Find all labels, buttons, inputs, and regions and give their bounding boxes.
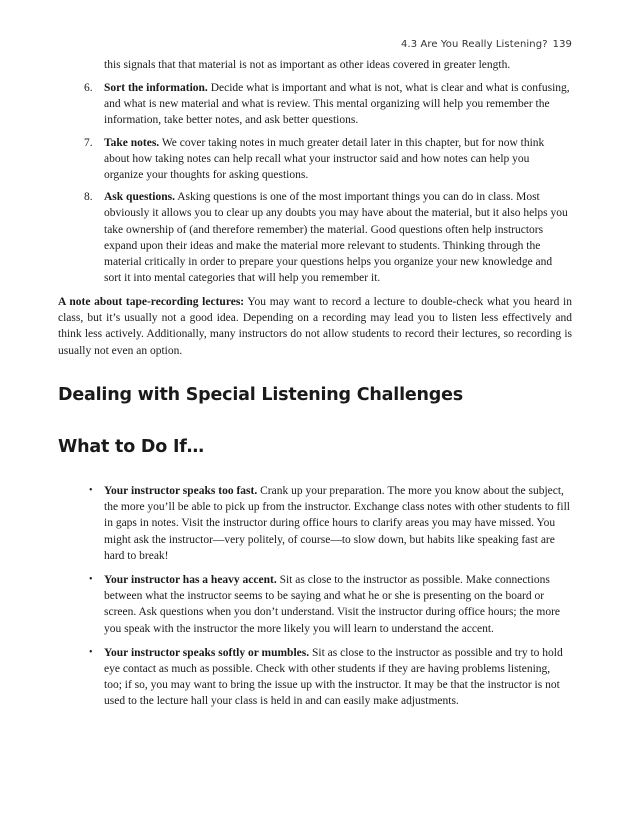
note-lead: A note about tape-recording lectures: xyxy=(58,296,245,308)
subsection-heading: What to Do If… xyxy=(58,437,204,457)
list-item-lead: Ask questions. xyxy=(104,191,175,204)
page-number: 139 xyxy=(552,39,572,50)
list-item-lead: Your instructor speaks too fast. xyxy=(104,485,258,497)
continuation-text: this signals that that material is not as important as other ideas covered in greater length. xyxy=(104,59,511,71)
list-item-text: Asking questions is one of the most important things you can do in class. Most obviously it allows you to clear up any doubts you may have about the material, but it also helps you take ownership of (and therefore remember) the material. Good questions often help instructors expand upon their ideas and make the material more relevant to students. Thinking through the material critically in order to prepare your questions helps you organize your new knowledge and sort it into mental categories that will help you remember it. xyxy=(104,191,568,285)
bullet-icon: • xyxy=(89,646,93,658)
list-item-lead: Sort the information. xyxy=(104,82,208,94)
section-heading: Dealing with Special Listening Challenges xyxy=(58,385,464,405)
list-item xyxy=(0,645,570,710)
list-item-lead: Your instructor has a heavy accent. xyxy=(104,574,277,587)
list-number: 6. xyxy=(84,82,93,94)
list-item-text: We cover taking notes in much greater detail later in this chapter, but for now think about how taking notes can help recall what your instructor said and how notes can help you organize your thoughts for asking questions. xyxy=(104,136,545,182)
list-item-lead: Your instructor speaks softly or mumbles. xyxy=(104,646,310,659)
list-number: 7. xyxy=(84,136,93,149)
list-item-lead: Take notes. xyxy=(104,136,160,149)
list-item xyxy=(0,189,570,286)
bullet-icon: • xyxy=(89,574,93,586)
list-item xyxy=(0,80,570,129)
list-item xyxy=(0,572,570,637)
running-header xyxy=(401,39,572,50)
list-item xyxy=(0,483,570,564)
bullet-icon: • xyxy=(89,485,93,496)
note-text: You may want to record a lecture to double-check what you heard in class, but it’s usually not a good idea. Depending on a recording may lead you to listen less effectively and think less actively. Additionally, many instructors do not allow students to record their lectures, so recording is usually not even an option. xyxy=(58,296,572,357)
numbered-list xyxy=(0,80,630,292)
bullet-list xyxy=(0,483,630,718)
list-item-text: Crank up your preparation. The more you know about the subject, the more you’ll be able to pick up from the instructor. Exchange class notes with other students to fill in gaps in notes. Visit the instructor during office hours to clarify areas you may have missed. You might ask the instructor—very politely, of course—to slow down, but habits like speaking fast are hard to break! xyxy=(104,485,570,562)
header-section-title: 4.3 Are You Really Listening? xyxy=(400,39,548,50)
list-number: 8. xyxy=(84,191,93,204)
tape-recording-note xyxy=(58,294,572,359)
list-item-text: Decide what is important and what is not, what is clear and what is confusing, and what is new material and what is review. This mental organizing will help you remember the information, take better notes, and ask better questions. xyxy=(104,82,570,127)
list-item xyxy=(0,135,570,184)
list-item-text: Sit as close to the instructor as possible. Make connections between what the instructor seems to be saying and what he or she is presenting on the board or screen. Ask questions when you don’t understand. Visit the instructor during office hours; the more you speak with the instructor the more likely you will learn to understand the accent. xyxy=(104,574,561,635)
list-item-text: Sit as close to the instructor as possible and try to hold eye contact as much as possible. Check with other students if they are having problems listening, too; if so, you may want to bring the issue up with the instructor. It may be that the instructor is not used to the lecture hall your class is held in and can easily make adjustments. xyxy=(104,646,563,708)
